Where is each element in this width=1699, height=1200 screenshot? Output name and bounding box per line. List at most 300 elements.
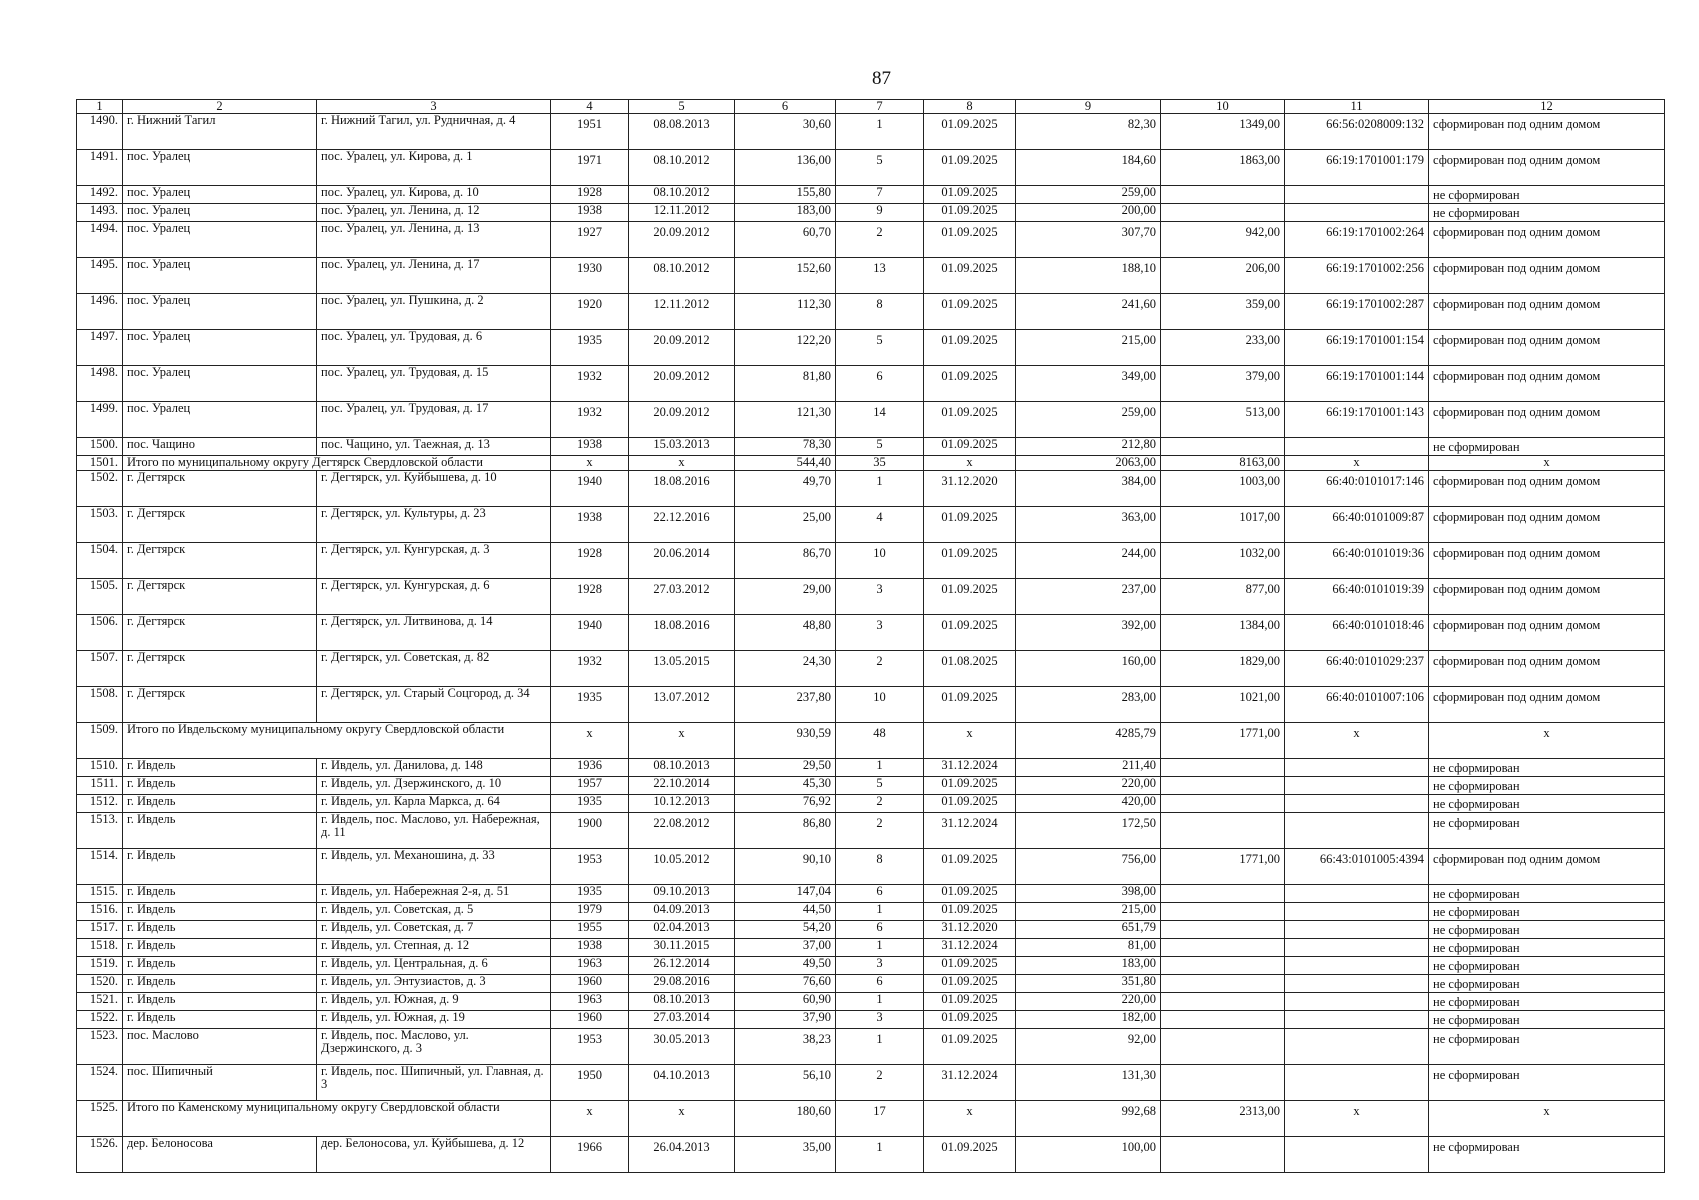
table-cell: г. Ивдель bbox=[123, 957, 317, 975]
table-cell bbox=[1285, 759, 1429, 777]
table-cell: 13.07.2012 bbox=[629, 687, 735, 723]
table-row bbox=[77, 795, 1665, 813]
table-cell: 206,00 bbox=[1161, 258, 1285, 294]
table-cell: 1 bbox=[836, 903, 924, 921]
table-cell: 188,10 bbox=[1016, 258, 1161, 294]
table-cell: 01.09.2025 bbox=[924, 885, 1016, 903]
table-cell: 01.09.2025 bbox=[924, 258, 1016, 294]
table-cell: 4285,79 bbox=[1016, 723, 1161, 759]
table-cell: не сформирован bbox=[1429, 939, 1665, 957]
table-cell: x bbox=[924, 1101, 1016, 1137]
table-cell: 10 bbox=[836, 687, 924, 723]
table-cell: сформирован под одним домом bbox=[1429, 366, 1665, 402]
table-cell: 152,60 bbox=[735, 258, 836, 294]
table-cell bbox=[1285, 204, 1429, 222]
table-cell: пос. Уралец bbox=[123, 330, 317, 366]
table-cell: 1493. bbox=[77, 204, 123, 222]
table-cell: г. Ивдель bbox=[123, 975, 317, 993]
table-row bbox=[77, 204, 1665, 222]
table-cell: 420,00 bbox=[1016, 795, 1161, 813]
table-cell: г. Ивдель bbox=[123, 777, 317, 795]
table-cell: 48 bbox=[836, 723, 924, 759]
table-row bbox=[77, 150, 1665, 186]
table-cell: 2 bbox=[836, 813, 924, 849]
table-cell: г. Ивдель, ул. Советская, д. 5 bbox=[317, 903, 551, 921]
table-cell: 1951 bbox=[551, 114, 629, 150]
table-cell: г. Ивдель bbox=[123, 849, 317, 885]
table-cell: сформирован под одним домом bbox=[1429, 687, 1665, 723]
table-row bbox=[77, 330, 1665, 366]
table-cell: не сформирован bbox=[1429, 1137, 1665, 1173]
table-cell: г. Ивдель, пос. Маслово, ул. Набережная, д. 11 bbox=[317, 813, 551, 849]
table-cell: 01.09.2025 bbox=[924, 294, 1016, 330]
table-cell: 10 bbox=[836, 543, 924, 579]
table-cell: 651,79 bbox=[1016, 921, 1161, 939]
table-cell: 37,00 bbox=[735, 939, 836, 957]
table-row bbox=[77, 777, 1665, 795]
table-cell: 1496. bbox=[77, 294, 123, 330]
table-cell: 1971 bbox=[551, 150, 629, 186]
table-cell: г. Ивдель bbox=[123, 759, 317, 777]
table-cell: 20.09.2012 bbox=[629, 366, 735, 402]
table-cell: 1017,00 bbox=[1161, 507, 1285, 543]
table-cell: 349,00 bbox=[1016, 366, 1161, 402]
table-cell: 4 bbox=[836, 507, 924, 543]
table-cell: 66:40:0101029:237 bbox=[1285, 651, 1429, 687]
housing-table-container bbox=[76, 99, 1664, 1173]
column-number: 7 bbox=[836, 100, 924, 114]
table-cell: 66:19:1701001:154 bbox=[1285, 330, 1429, 366]
table-cell: 1 bbox=[836, 1137, 924, 1173]
table-row-total bbox=[77, 723, 1665, 759]
table-cell: 86,80 bbox=[735, 813, 836, 849]
table-row bbox=[77, 885, 1665, 903]
table-cell: г. Дегтярск bbox=[123, 615, 317, 651]
table-cell: 1920 bbox=[551, 294, 629, 330]
table-cell: 1505. bbox=[77, 579, 123, 615]
table-cell: 1517. bbox=[77, 921, 123, 939]
table-cell bbox=[1285, 921, 1429, 939]
table-cell: x bbox=[551, 456, 629, 471]
table-cell bbox=[1161, 957, 1285, 975]
table-cell: 1829,00 bbox=[1161, 651, 1285, 687]
table-cell: 30,60 bbox=[735, 114, 836, 150]
table-cell: 60,70 bbox=[735, 222, 836, 258]
table-cell: 392,00 bbox=[1016, 615, 1161, 651]
table-cell: сформирован под одним домом bbox=[1429, 402, 1665, 438]
table-cell: 211,40 bbox=[1016, 759, 1161, 777]
table-cell: 1938 bbox=[551, 507, 629, 543]
column-number: 3 bbox=[317, 100, 551, 114]
table-cell: 147,04 bbox=[735, 885, 836, 903]
table-cell: 1927 bbox=[551, 222, 629, 258]
table-cell: не сформирован bbox=[1429, 1029, 1665, 1065]
table-cell: не сформирован bbox=[1429, 813, 1665, 849]
table-cell: 121,30 bbox=[735, 402, 836, 438]
table-cell: 3 bbox=[836, 1011, 924, 1029]
table-cell: 01.09.2025 bbox=[924, 1011, 1016, 1029]
table-cell: 182,00 bbox=[1016, 1011, 1161, 1029]
table-row bbox=[77, 993, 1665, 1011]
table-cell: 01.09.2025 bbox=[924, 795, 1016, 813]
table-cell: 13.05.2015 bbox=[629, 651, 735, 687]
table-cell: г. Дегтярск, ул. Куйбышева, д. 10 bbox=[317, 471, 551, 507]
table-cell: г. Ивдель, пос. Шипичный, ул. Главная, д. 3 bbox=[317, 1065, 551, 1101]
table-cell: 1491. bbox=[77, 150, 123, 186]
table-cell: г. Дегтярск bbox=[123, 687, 317, 723]
table-cell: 1936 bbox=[551, 759, 629, 777]
table-cell: 122,20 bbox=[735, 330, 836, 366]
table-cell: 81,00 bbox=[1016, 939, 1161, 957]
table-cell: 1502. bbox=[77, 471, 123, 507]
table-cell: 1508. bbox=[77, 687, 123, 723]
table-cell: 172,50 bbox=[1016, 813, 1161, 849]
table-cell: 66:19:1701002:264 bbox=[1285, 222, 1429, 258]
table-cell: г. Дегтярск bbox=[123, 507, 317, 543]
table-cell: 08.10.2013 bbox=[629, 993, 735, 1011]
table-cell: 3 bbox=[836, 615, 924, 651]
column-number: 9 bbox=[1016, 100, 1161, 114]
table-cell bbox=[1285, 885, 1429, 903]
table-cell: сформирован под одним домом bbox=[1429, 222, 1665, 258]
table-cell: 90,10 bbox=[735, 849, 836, 885]
table-cell: 1492. bbox=[77, 186, 123, 204]
table-cell: сформирован под одним домом bbox=[1429, 615, 1665, 651]
table-cell: пос. Уралец, ул. Кирова, д. 1 bbox=[317, 150, 551, 186]
table-cell: дер. Белоносова bbox=[123, 1137, 317, 1173]
table-row bbox=[77, 258, 1665, 294]
table-cell: 1932 bbox=[551, 366, 629, 402]
table-cell: 26.04.2013 bbox=[629, 1137, 735, 1173]
table-cell: 1938 bbox=[551, 204, 629, 222]
table-cell: 10.12.2013 bbox=[629, 795, 735, 813]
table-cell: 22.08.2012 bbox=[629, 813, 735, 849]
table-cell: пос. Маслово bbox=[123, 1029, 317, 1065]
table-cell: 1516. bbox=[77, 903, 123, 921]
table-cell: 1932 bbox=[551, 402, 629, 438]
table-cell: 1 bbox=[836, 759, 924, 777]
table-cell: 5 bbox=[836, 150, 924, 186]
table-cell: 10.05.2012 bbox=[629, 849, 735, 885]
table-cell: 384,00 bbox=[1016, 471, 1161, 507]
table-row bbox=[77, 957, 1665, 975]
table-cell: 1938 bbox=[551, 438, 629, 456]
table-cell: 01.09.2025 bbox=[924, 957, 1016, 975]
table-cell: 131,30 bbox=[1016, 1065, 1161, 1101]
table-cell: 2 bbox=[836, 222, 924, 258]
table-cell: x bbox=[1429, 723, 1665, 759]
table-cell: сформирован под одним домом bbox=[1429, 579, 1665, 615]
table-row bbox=[77, 849, 1665, 885]
table-cell: сформирован под одним домом bbox=[1429, 114, 1665, 150]
table-cell: не сформирован bbox=[1429, 957, 1665, 975]
table-cell: 1003,00 bbox=[1161, 471, 1285, 507]
table-cell: сформирован под одним домом bbox=[1429, 330, 1665, 366]
table-cell: 1935 bbox=[551, 687, 629, 723]
table-cell: 1963 bbox=[551, 993, 629, 1011]
table-cell: 1521. bbox=[77, 993, 123, 1011]
table-cell: сформирован под одним домом bbox=[1429, 849, 1665, 885]
table-cell bbox=[1161, 885, 1285, 903]
table-cell: 1935 bbox=[551, 795, 629, 813]
table-row bbox=[77, 402, 1665, 438]
table-cell: 1524. bbox=[77, 1065, 123, 1101]
table-cell: 1953 bbox=[551, 849, 629, 885]
table-row bbox=[77, 507, 1665, 543]
table-cell: 233,00 bbox=[1161, 330, 1285, 366]
table-row bbox=[77, 1065, 1665, 1101]
table-cell: не сформирован bbox=[1429, 795, 1665, 813]
table-cell: 29,00 bbox=[735, 579, 836, 615]
table-cell: 9 bbox=[836, 204, 924, 222]
table-cell: 1771,00 bbox=[1161, 849, 1285, 885]
table-cell: 1928 bbox=[551, 579, 629, 615]
table-cell: x bbox=[629, 456, 735, 471]
table-cell bbox=[1161, 1065, 1285, 1101]
table-row bbox=[77, 366, 1665, 402]
table-cell: пос. Уралец bbox=[123, 204, 317, 222]
table-cell: 6 bbox=[836, 921, 924, 939]
table-cell: 01.09.2025 bbox=[924, 543, 1016, 579]
table-row bbox=[77, 579, 1665, 615]
table-cell: г. Ивдель, ул. Советская, д. 7 bbox=[317, 921, 551, 939]
table-cell: 160,00 bbox=[1016, 651, 1161, 687]
column-number: 8 bbox=[924, 100, 1016, 114]
table-cell bbox=[1161, 777, 1285, 795]
table-cell: 1526. bbox=[77, 1137, 123, 1173]
table-cell: 31.12.2020 bbox=[924, 471, 1016, 507]
table-cell: 1 bbox=[836, 114, 924, 150]
table-cell: г. Ивдель, ул. Карла Маркса, д. 64 bbox=[317, 795, 551, 813]
table-cell: г. Ивдель, ул. Энтузиастов, д. 3 bbox=[317, 975, 551, 993]
table-cell: 184,60 bbox=[1016, 150, 1161, 186]
table-cell: 17 bbox=[836, 1101, 924, 1137]
table-row bbox=[77, 294, 1665, 330]
table-cell: 1940 bbox=[551, 471, 629, 507]
table-cell: 1520. bbox=[77, 975, 123, 993]
table-cell: x bbox=[1285, 723, 1429, 759]
table-cell: не сформирован bbox=[1429, 993, 1665, 1011]
table-cell: 49,50 bbox=[735, 957, 836, 975]
table-cell: Итого по муниципальному округу Дегтярск Свердловской области bbox=[123, 456, 551, 471]
table-cell bbox=[1285, 186, 1429, 204]
table-row bbox=[77, 114, 1665, 150]
table-cell: 1503. bbox=[77, 507, 123, 543]
table-cell: 155,80 bbox=[735, 186, 836, 204]
table-row bbox=[77, 939, 1665, 957]
table-cell: 1960 bbox=[551, 1011, 629, 1029]
table-row bbox=[77, 759, 1665, 777]
table-cell: 215,00 bbox=[1016, 330, 1161, 366]
table-cell: г. Ивдель, ул. Дзержинского, д. 10 bbox=[317, 777, 551, 795]
table-cell: 112,30 bbox=[735, 294, 836, 330]
table-cell: 1950 bbox=[551, 1065, 629, 1101]
table-cell: 04.09.2013 bbox=[629, 903, 735, 921]
table-cell: 7 bbox=[836, 186, 924, 204]
table-cell: 1966 bbox=[551, 1137, 629, 1173]
column-number: 11 bbox=[1285, 100, 1429, 114]
table-cell: Итого по Каменскому муниципальному округу Свердловской области bbox=[123, 1101, 551, 1137]
table-cell: 1021,00 bbox=[1161, 687, 1285, 723]
table-cell: г. Ивдель, ул. Набережная 2-я, д. 51 bbox=[317, 885, 551, 903]
table-cell: 35 bbox=[836, 456, 924, 471]
table-cell: 1932 bbox=[551, 651, 629, 687]
table-cell: 01.09.2025 bbox=[924, 615, 1016, 651]
table-cell: Итого по Ивдельскому муниципальному округу Свердловской области bbox=[123, 723, 551, 759]
table-cell: 01.09.2025 bbox=[924, 1137, 1016, 1173]
table-cell: г. Дегтярск, ул. Советская, д. 82 bbox=[317, 651, 551, 687]
table-cell: 1900 bbox=[551, 813, 629, 849]
table-cell: 20.09.2012 bbox=[629, 330, 735, 366]
table-cell: 6 bbox=[836, 366, 924, 402]
table-cell: г. Дегтярск, ул. Старый Соцгород, д. 34 bbox=[317, 687, 551, 723]
table-cell: 56,10 bbox=[735, 1065, 836, 1101]
table-cell: 01.09.2025 bbox=[924, 330, 1016, 366]
table-cell: 27.03.2014 bbox=[629, 1011, 735, 1029]
table-cell bbox=[1161, 1011, 1285, 1029]
table-cell: г. Ивдель, ул. Механошина, д. 33 bbox=[317, 849, 551, 885]
table-cell: 82,30 bbox=[1016, 114, 1161, 150]
table-cell: 01.09.2025 bbox=[924, 114, 1016, 150]
table-cell: 66:19:1701001:144 bbox=[1285, 366, 1429, 402]
table-cell: сформирован под одним домом bbox=[1429, 651, 1665, 687]
table-cell: пос. Уралец bbox=[123, 150, 317, 186]
table-cell: 1514. bbox=[77, 849, 123, 885]
table-cell: 1955 bbox=[551, 921, 629, 939]
table-cell: 756,00 bbox=[1016, 849, 1161, 885]
table-cell: г. Ивдель bbox=[123, 885, 317, 903]
table-cell: x bbox=[551, 1101, 629, 1137]
housing-table bbox=[76, 99, 1665, 1173]
table-cell: пос. Уралец, ул. Трудовая, д. 17 bbox=[317, 402, 551, 438]
table-cell: 1349,00 bbox=[1161, 114, 1285, 150]
table-cell bbox=[1161, 795, 1285, 813]
table-cell: 1512. bbox=[77, 795, 123, 813]
table-cell: 1935 bbox=[551, 885, 629, 903]
table-cell: 35,00 bbox=[735, 1137, 836, 1173]
table-cell: 66:19:1701001:143 bbox=[1285, 402, 1429, 438]
table-cell: 544,40 bbox=[735, 456, 836, 471]
table-cell: 1498. bbox=[77, 366, 123, 402]
table-cell: г. Ивдель bbox=[123, 993, 317, 1011]
table-cell: 1518. bbox=[77, 939, 123, 957]
table-cell: 1504. bbox=[77, 543, 123, 579]
table-cell: 3 bbox=[836, 957, 924, 975]
table-cell: 215,00 bbox=[1016, 903, 1161, 921]
table-cell: 22.12.2016 bbox=[629, 507, 735, 543]
table-cell: x bbox=[1285, 1101, 1429, 1137]
table-cell: 66:43:0101005:4394 bbox=[1285, 849, 1429, 885]
table-row bbox=[77, 438, 1665, 456]
table-cell: 37,90 bbox=[735, 1011, 836, 1029]
table-cell: 09.10.2013 bbox=[629, 885, 735, 903]
table-cell: не сформирован bbox=[1429, 903, 1665, 921]
table-cell bbox=[1285, 903, 1429, 921]
table-cell: 29.08.2016 bbox=[629, 975, 735, 993]
table-cell: 1494. bbox=[77, 222, 123, 258]
table-cell: 66:56:0208009:132 bbox=[1285, 114, 1429, 150]
table-row-total bbox=[77, 456, 1665, 471]
table-cell: 8 bbox=[836, 849, 924, 885]
table-row bbox=[77, 543, 1665, 579]
table-cell: 1957 bbox=[551, 777, 629, 795]
table-cell: 92,00 bbox=[1016, 1029, 1161, 1065]
table-cell: 3 bbox=[836, 579, 924, 615]
table-cell bbox=[1285, 438, 1429, 456]
table-row bbox=[77, 651, 1665, 687]
table-cell: 01.09.2025 bbox=[924, 687, 1016, 723]
table-cell: 183,00 bbox=[1016, 957, 1161, 975]
table-cell: не сформирован bbox=[1429, 204, 1665, 222]
table-cell: пос. Чащино, ул. Таежная, д. 13 bbox=[317, 438, 551, 456]
table-row bbox=[77, 1137, 1665, 1173]
table-cell: г. Нижний Тагил, ул. Рудничная, д. 4 bbox=[317, 114, 551, 150]
table-cell: 1522. bbox=[77, 1011, 123, 1029]
table-cell: г. Дегтярск bbox=[123, 543, 317, 579]
table-cell: г. Ивдель bbox=[123, 813, 317, 849]
table-cell: 01.09.2025 bbox=[924, 1029, 1016, 1065]
table-cell: 283,00 bbox=[1016, 687, 1161, 723]
table-cell: 45,30 bbox=[735, 777, 836, 795]
table-row-total bbox=[77, 1101, 1665, 1137]
table-cell: x bbox=[924, 456, 1016, 471]
table-cell: 01.09.2025 bbox=[924, 438, 1016, 456]
table-cell: 76,60 bbox=[735, 975, 836, 993]
table-cell: 66:40:0101017:146 bbox=[1285, 471, 1429, 507]
table-cell: x bbox=[551, 723, 629, 759]
table-cell: 1525. bbox=[77, 1101, 123, 1137]
table-cell: 24,30 bbox=[735, 651, 836, 687]
table-cell: 18.08.2016 bbox=[629, 615, 735, 651]
table-cell: г. Ивдель, ул. Степная, д. 12 bbox=[317, 939, 551, 957]
table-cell bbox=[1161, 903, 1285, 921]
table-cell: не сформирован bbox=[1429, 777, 1665, 795]
table-cell: г. Ивдель bbox=[123, 921, 317, 939]
table-cell: г. Дегтярск, ул. Культуры, д. 23 bbox=[317, 507, 551, 543]
table-cell: 1500. bbox=[77, 438, 123, 456]
table-cell: 237,00 bbox=[1016, 579, 1161, 615]
table-cell: 01.09.2025 bbox=[924, 975, 1016, 993]
table-cell: 513,00 bbox=[1161, 402, 1285, 438]
table-cell: г. Ивдель bbox=[123, 903, 317, 921]
table-cell: 359,00 bbox=[1161, 294, 1285, 330]
table-cell: 1863,00 bbox=[1161, 150, 1285, 186]
table-cell: 1515. bbox=[77, 885, 123, 903]
column-number: 1 bbox=[77, 100, 123, 114]
table-cell: пос. Уралец, ул. Кирова, д. 10 bbox=[317, 186, 551, 204]
table-cell: дер. Белоносова, ул. Куйбышева, д. 12 bbox=[317, 1137, 551, 1173]
table-cell: г. Ивдель, пос. Маслово, ул. Дзержинского, д. 3 bbox=[317, 1029, 551, 1065]
table-cell: 49,70 bbox=[735, 471, 836, 507]
table-cell bbox=[1161, 186, 1285, 204]
table-cell: 01.09.2025 bbox=[924, 366, 1016, 402]
table-cell: 1523. bbox=[77, 1029, 123, 1065]
table-cell: x bbox=[1429, 456, 1665, 471]
table-cell: 1513. bbox=[77, 813, 123, 849]
table-cell: 1509. bbox=[77, 723, 123, 759]
table-cell: 12.11.2012 bbox=[629, 294, 735, 330]
table-cell: 1499. bbox=[77, 402, 123, 438]
table-cell: 237,80 bbox=[735, 687, 836, 723]
table-cell: 76,92 bbox=[735, 795, 836, 813]
column-number-row bbox=[77, 100, 1665, 114]
table-cell bbox=[1285, 1011, 1429, 1029]
table-cell: 2063,00 bbox=[1016, 456, 1161, 471]
table-cell: 8163,00 bbox=[1161, 456, 1285, 471]
table-cell: 1510. bbox=[77, 759, 123, 777]
table-row bbox=[77, 186, 1665, 204]
table-cell: не сформирован bbox=[1429, 759, 1665, 777]
